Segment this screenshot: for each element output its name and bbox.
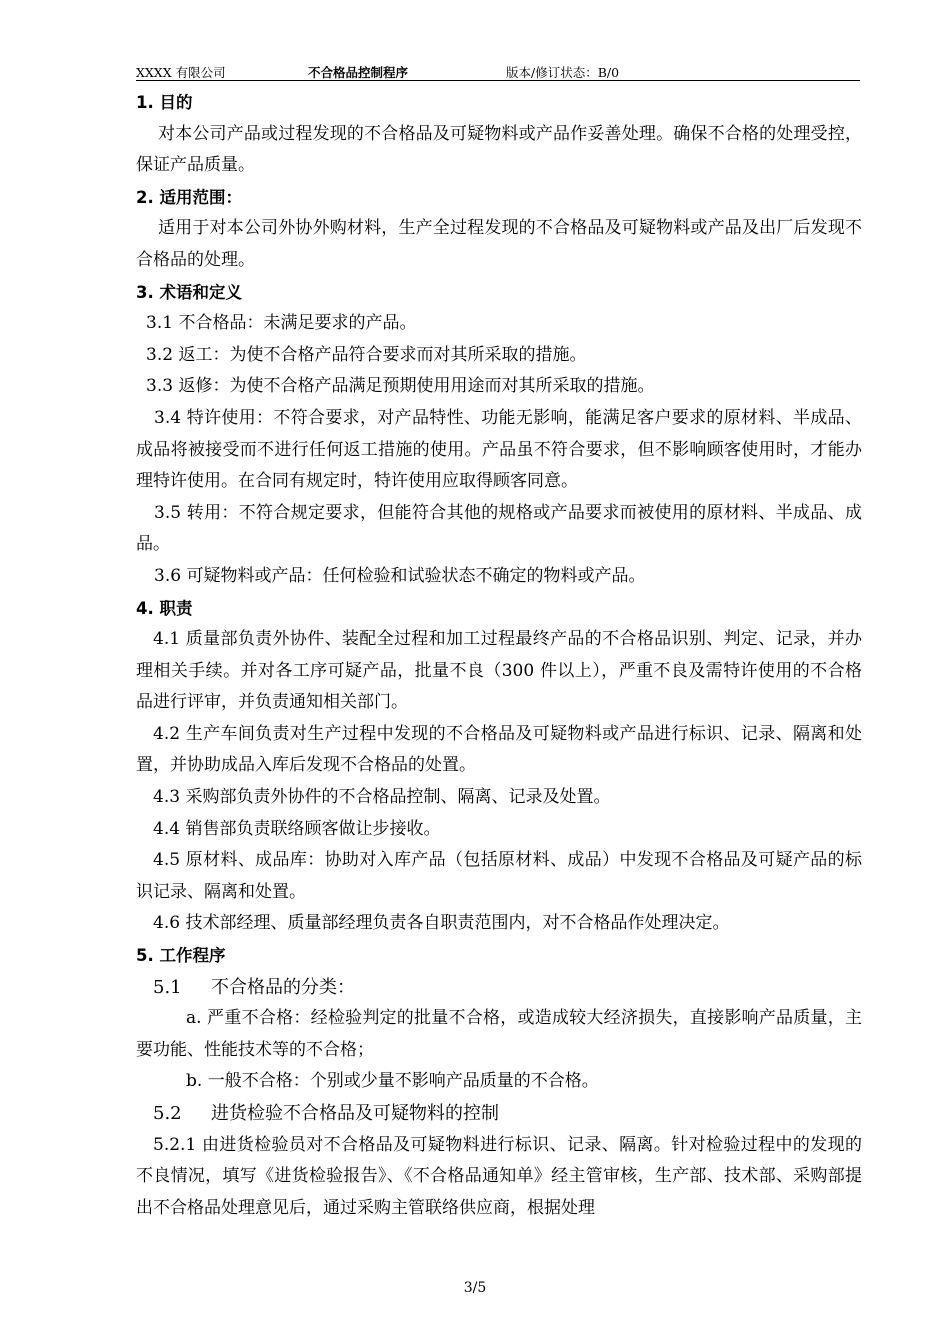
- section-1-title: 1. 目的: [136, 93, 193, 112]
- subsection-5-1-number: 5.1: [153, 976, 182, 998]
- duty-4-2: 4.2 生产车间负责对生产过程中发现的不合格品及可疑物料或产品进行标识、记录、隔离和处置，并协助成品入库后发现不合格品的处置。: [136, 723, 862, 776]
- subsection-5-2-text: 进货检验不合格品及可疑物料的控制: [211, 1103, 499, 1124]
- subsection-5-2-number: 5.2: [153, 1103, 182, 1124]
- duty-4-4: 4.4 销售部负责联络顾客做让步接收。: [153, 818, 441, 839]
- subsection-5-1-text: 不合格品的分类：: [211, 976, 355, 998]
- section-2-paragraph: 适用于对本公司外协外购材料，生产全过程发现的不合格品及可疑物料或产品及出厂后发现不合格品的处理。: [136, 218, 862, 270]
- page-header: [136, 62, 860, 81]
- definition-3-1: 3.1 不合格品：未满足要求的产品。: [146, 313, 417, 334]
- classification-a: a. 严重不合格：经检验判定的批量不合格，或造成较大经济损失，直接影响产品质量，主要功能、性能技术等的不合格；: [136, 1008, 862, 1060]
- definition-3-3: 3.3 返修：为使不合格产品满足预期使用用途而对其所采取的措施。: [146, 376, 655, 397]
- duty-4-1: 4.1 质量部负责外协件、装配全过程和加工过程最终产品的不合格品识别、判定、记录，并办理相关手续。并对各工序可疑产品，批量不良（300 件以上），严重不良及需特许使用的不合格品进行评审，并负责通知相关部门。: [136, 629, 862, 713]
- header-version: 版本/修订状态：B/0: [506, 65, 620, 80]
- subsection-5-1: [136, 972, 862, 1004]
- definition-3-6: 3.6 可疑物料或产品：任何检验和试验状态不确定的物料或产品。: [154, 565, 646, 586]
- duty-4-3: 4.3 采购部负责外协件的不合格品控制、隔离、记录及处置。: [153, 787, 611, 808]
- section-3-title: 3. 术语和定义: [136, 282, 242, 302]
- section-4-title: 4. 职责: [136, 598, 193, 618]
- section-2-title: 2. 适用范围：: [136, 187, 242, 207]
- header-company: XXXX 有限公司: [136, 65, 226, 80]
- page-number: 3/5: [463, 1280, 487, 1296]
- duty-4-5: 4.5 原材料、成品库：协助对入库产品（包括原材料、成品）中发现不合格品及可疑产品的标识记录、隔离和处置。: [136, 850, 862, 902]
- section-1-paragraph: 对本公司产品或过程发现的不合格品及可疑物料或产品作妥善处理。确保不合格的处理受控，保证产品质量。: [136, 123, 862, 176]
- definition-3-2: 3.2 返工：为使不合格产品符合要求而对其所采取的措施。: [146, 344, 587, 365]
- procedure-5-2-1: 5.2.1 由进货检验员对不合格品及可疑物料进行标识、记录、隔离。针对检验过程中的发现的不良情况，填写《进货检验报告》、《不合格品通知单》经主管审核，生产部、技术部、采购部提出不合格品处理意见后，通过采购主管联络供应商，根据处理: [136, 1134, 862, 1218]
- duty-4-6: 4.6 技术部经理、质量部经理负责各自职责范围内，对不合格品作处理决定。: [153, 913, 730, 934]
- header-title: 不合格品控制程序: [308, 65, 409, 80]
- definition-3-5: 3.5 转用：不符合规定要求，但能符合其他的规格或产品要求而被使用的原材料、半成品、成品。: [136, 502, 862, 555]
- subsection-5-2: [136, 1098, 862, 1130]
- definition-3-4: 3.4 特许使用：不符合要求，对产品特性、功能无影响，能满足客户要求的原材料、半成品、成品将被接受而不进行任何返工措施的使用。产品虽不符合要求，但不影响顾客使用时，才能办理特许使用。在合同有规定时，特许使用应取得顾客同意。: [136, 407, 862, 492]
- document-body: [136, 87, 862, 1224]
- classification-b: b. 一般不合格：个别或少量不影响产品质量的不合格。: [186, 1071, 599, 1092]
- section-5-title: 5. 工作程序: [136, 946, 226, 966]
